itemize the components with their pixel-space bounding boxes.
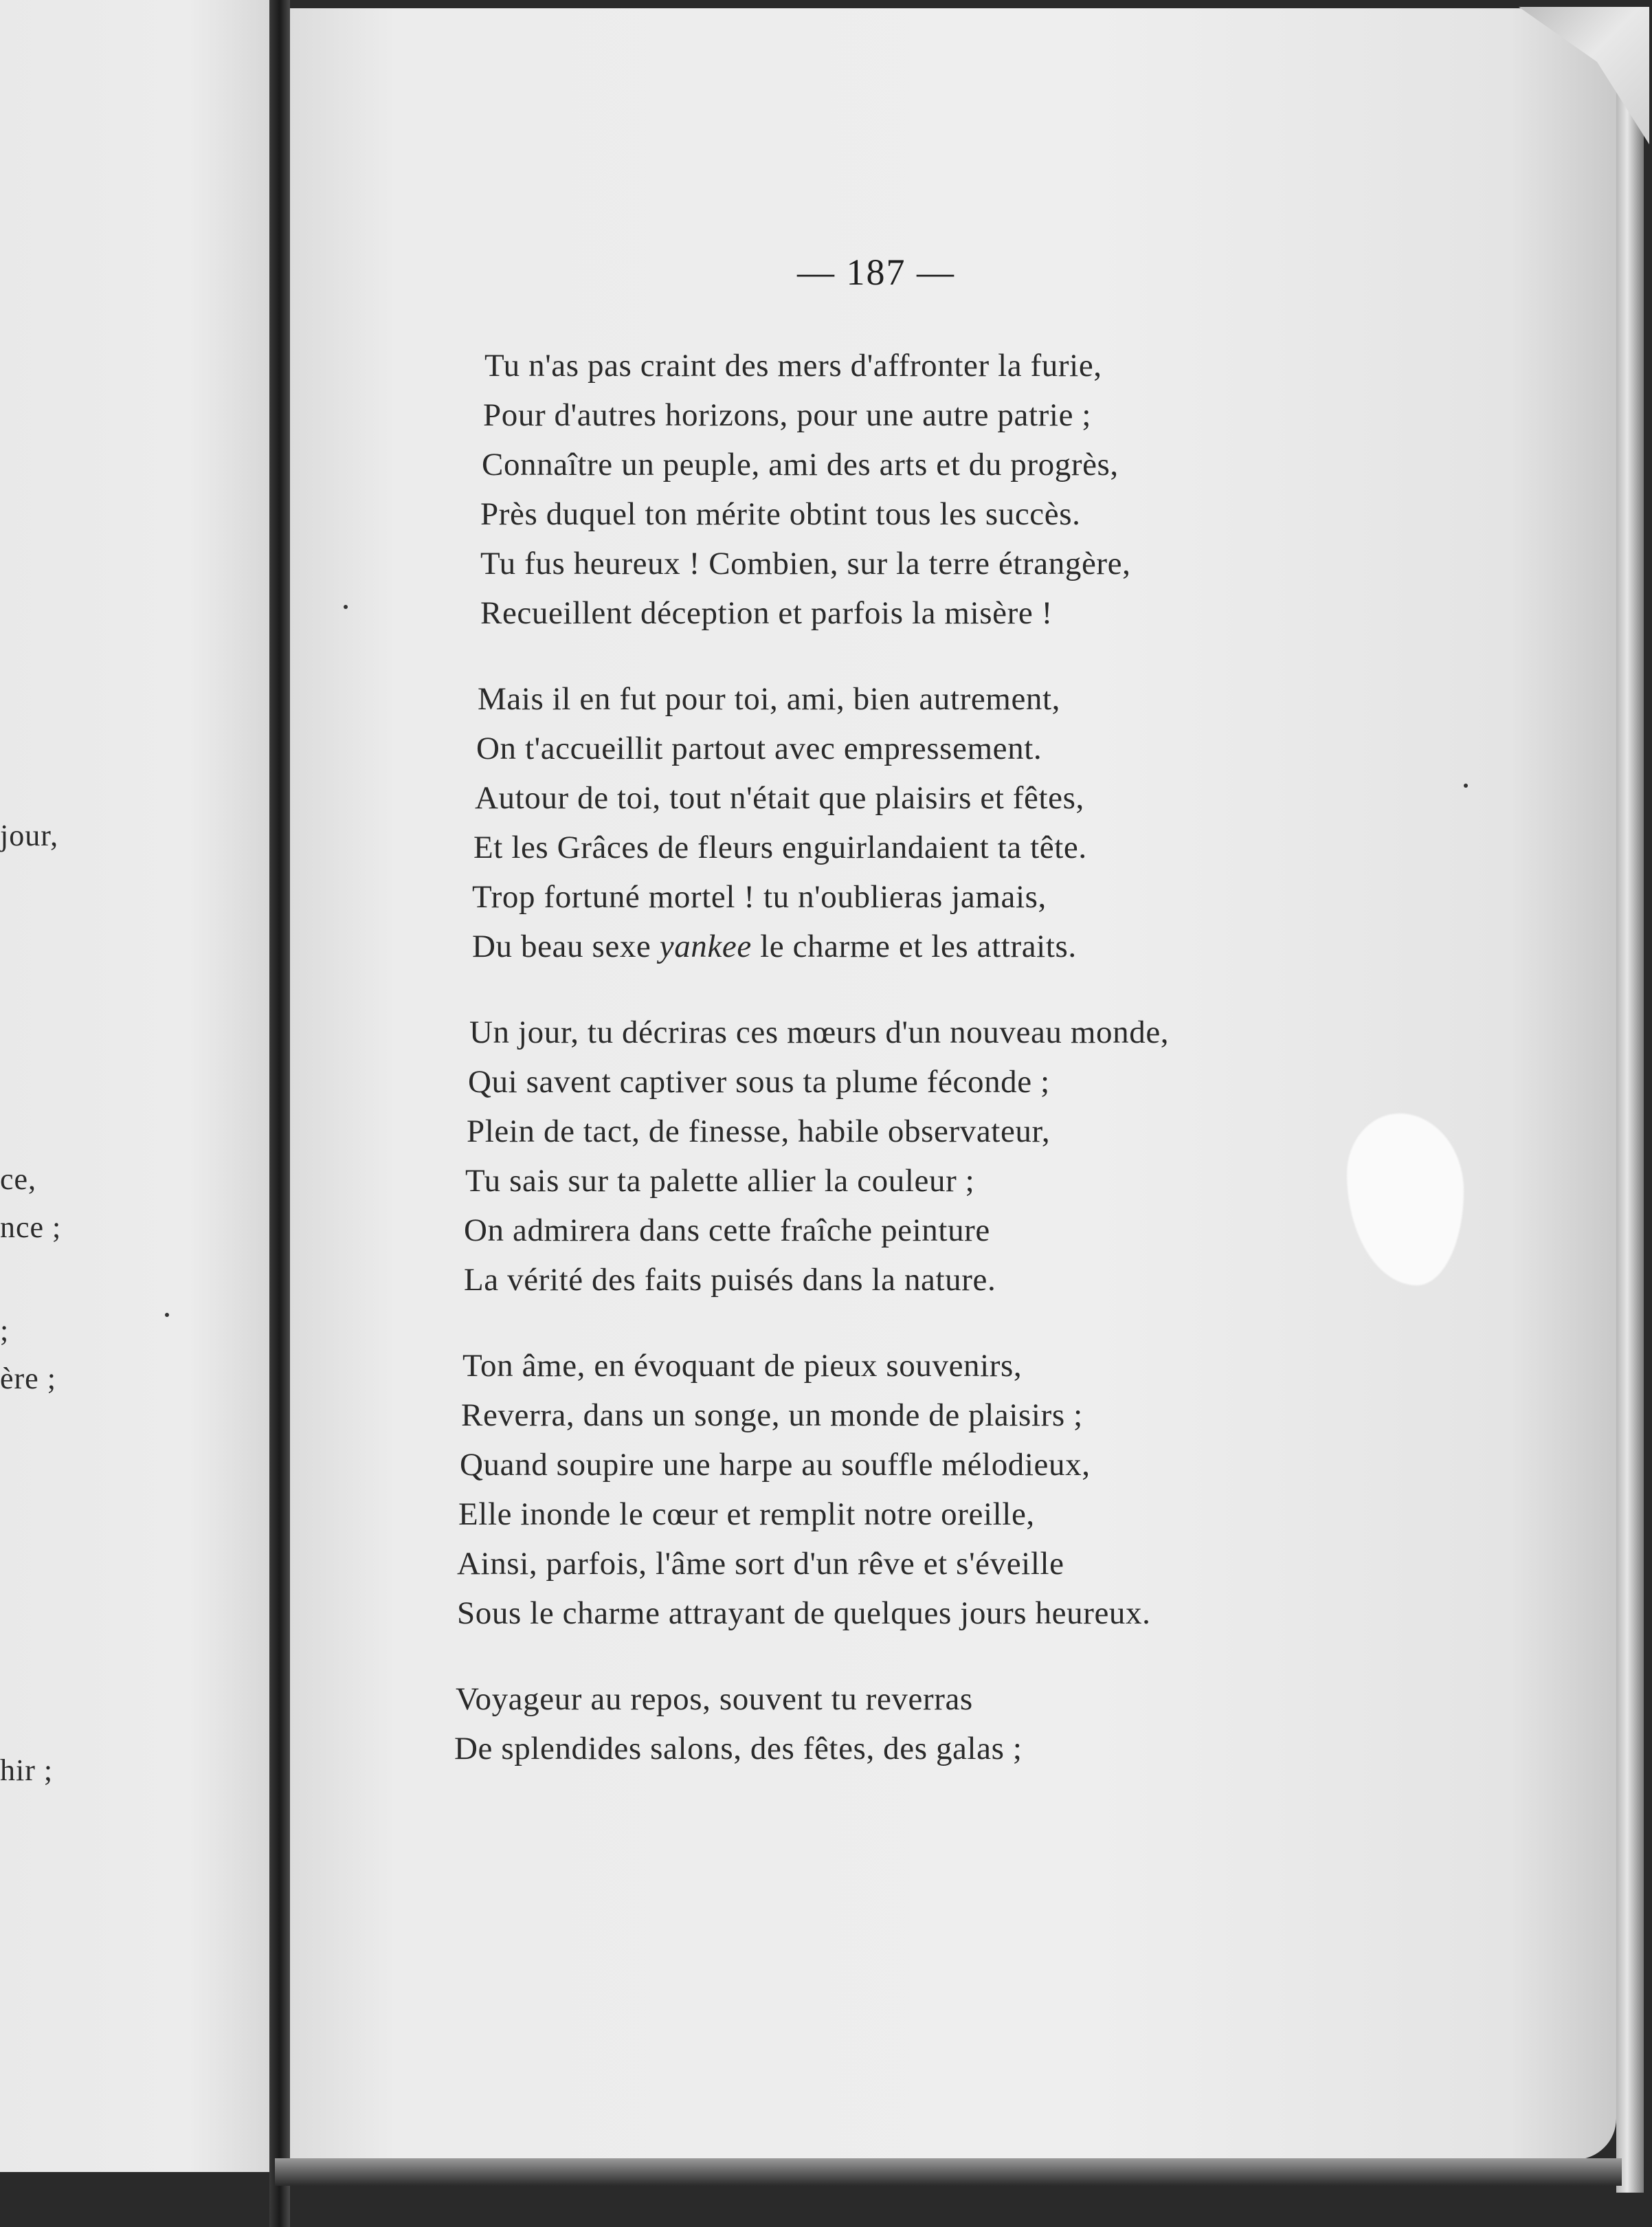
left-page-line: hir ;	[0, 1753, 54, 1787]
verse-line: Mais il en fut pour toi, ami, bien autrement,	[478, 681, 1061, 717]
verse-line: Connaître un peuple, ami des arts et du progrès,	[482, 447, 1119, 483]
verse-line: Autour de toi, tout n'était que plaisirs et fêtes,	[475, 780, 1084, 816]
verse-line: Qui savent captiver sous ta plume féconde ;	[468, 1064, 1050, 1100]
left-page-line: ère ;	[0, 1362, 56, 1395]
book-gutter	[269, 0, 290, 2227]
paper-speck	[1464, 784, 1468, 788]
verse-line: Voyageur au repos, souvent tu reverras	[456, 1681, 973, 1717]
verse-line: On admirera dans cette fraîche peinture	[464, 1212, 990, 1248]
verse-line: On t'accueillit partout avec empressement.	[476, 731, 1042, 766]
verse-line: Pour d'autres horizons, pour une autre patrie ;	[483, 397, 1092, 433]
verse-line: Tu n'as pas craint des mers d'affronter la furie,	[484, 348, 1102, 384]
left-page-line: ce,	[0, 1162, 37, 1196]
italic-word: yankee	[659, 929, 752, 964]
page-bottom-edge	[275, 2158, 1622, 2186]
verse-line: Trop fortuné mortel ! tu n'oublieras jamais,	[472, 879, 1047, 915]
left-page-fragment	[0, 0, 269, 2172]
verse-line: Ton âme, en évoquant de pieux souvenirs,	[462, 1348, 1023, 1384]
verse-line: Tu fus heureux ! Combien, sur la terre étrangère,	[480, 546, 1131, 581]
verse-text: Du beau sexe	[472, 929, 660, 964]
paper-speck	[165, 1313, 169, 1317]
page-number: — 187 —	[797, 252, 955, 293]
verse-line: De splendides salons, des fêtes, des galas ;	[454, 1731, 1023, 1766]
verse-line: Ainsi, parfois, l'âme sort d'un rêve et s'éveille	[457, 1546, 1064, 1582]
verse-line: Et les Grâces de fleurs enguirlandaient ta tête.	[473, 830, 1087, 865]
verse-line: Tu sais sur ta palette allier la couleur ;	[465, 1163, 975, 1199]
verse-line: Près duquel ton mérite obtint tous les succès.	[480, 496, 1081, 532]
verse-text: le charme et les attraits.	[751, 929, 1077, 964]
verse-line: Reverra, dans un songe, un monde de plaisirs ;	[461, 1397, 1083, 1433]
paper-speck	[344, 605, 348, 609]
verse-line-with-italic	[472, 928, 1077, 965]
verse-line: Un jour, tu décriras ces mœurs d'un nouveau monde,	[469, 1015, 1170, 1050]
verse-line: Sous le charme attrayant de quelques jours heureux.	[457, 1595, 1151, 1631]
verse-line: Recueillent déception et parfois la misère !	[480, 595, 1053, 631]
left-page-line: jour,	[0, 819, 59, 852]
verse-line: Elle inonde le cœur et remplit notre oreille,	[458, 1496, 1035, 1532]
left-page-line: ;	[0, 1314, 10, 1347]
left-page-line: nce ;	[0, 1210, 62, 1244]
page-edge	[1616, 27, 1644, 2193]
verse-line: Quand soupire une harpe au souffle mélodieux,	[460, 1447, 1091, 1483]
verse-line: La vérité des faits puisés dans la nature.	[464, 1262, 996, 1298]
verse-line: Plein de tact, de finesse, habile observateur,	[467, 1114, 1051, 1149]
